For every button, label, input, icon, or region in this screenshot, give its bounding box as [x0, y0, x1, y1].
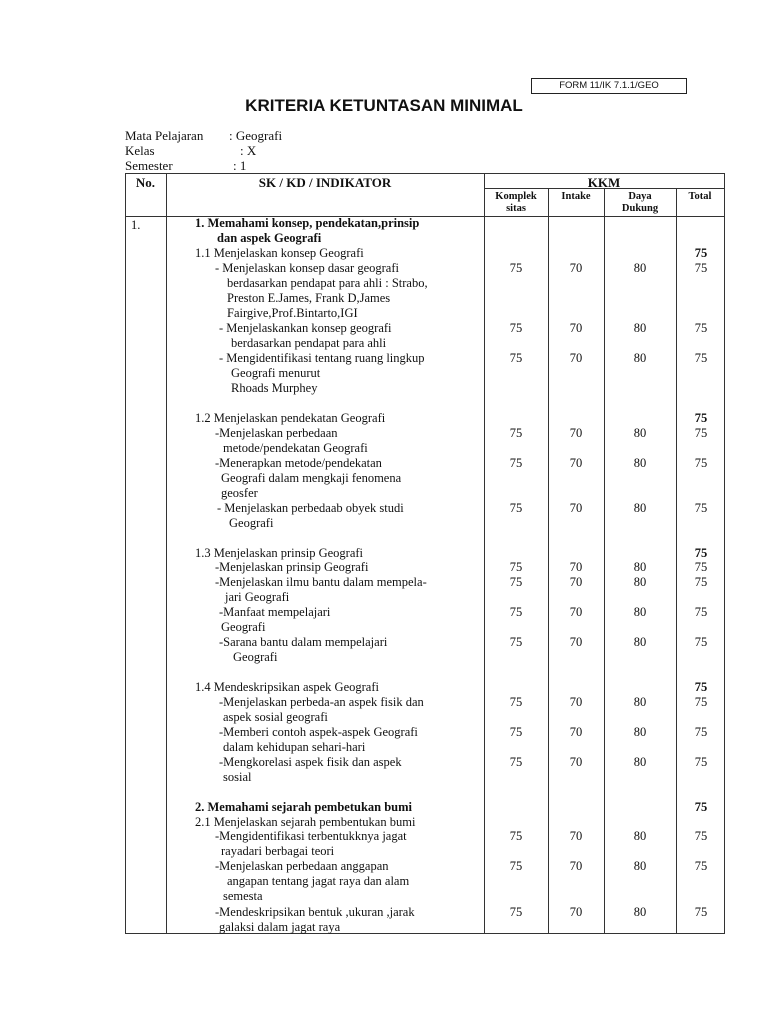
indicator-text: -Sarana bantu dalam mempelajari — [219, 635, 388, 649]
kompleksitas-value: 75 — [509, 351, 523, 365]
intake-value: 70 — [569, 575, 583, 589]
indicator-text: -Manfaat mempelajari — [219, 605, 331, 619]
daya-dukung-value: 80 — [633, 635, 647, 649]
kompleksitas-value: 75 — [509, 321, 523, 335]
indicator-text: jari Geografi — [225, 590, 290, 604]
indicator-text: Geografi — [221, 620, 266, 634]
indicator-text: semesta — [223, 889, 263, 903]
daya-dukung-value: 80 — [633, 501, 647, 515]
total-value: 75 — [694, 456, 708, 470]
total-value: 75 — [694, 680, 708, 694]
total-value: 75 — [694, 800, 708, 814]
intake-value: 70 — [569, 635, 583, 649]
daya-dukung-value: 80 — [633, 426, 647, 440]
indicator-text: metode/pendekatan Geografi — [223, 441, 368, 455]
header-kkm: KKM — [587, 175, 621, 190]
daya-dukung-value: 80 — [633, 905, 647, 919]
kompleksitas-value: 75 — [509, 905, 523, 919]
kompleksitas-value: 75 — [509, 695, 523, 709]
daya-dukung-value: 80 — [633, 725, 647, 739]
indicator-text: 2.1 Menjelaskan sejarah pembentukan bumi — [195, 815, 416, 829]
total-value: 75 — [694, 605, 708, 619]
row-number: 1. — [131, 218, 141, 232]
indicator-text: 1.1 Menjelaskan konsep Geografi — [195, 246, 364, 260]
subheader-komplek-cont: sitas — [506, 203, 526, 214]
indicator-text: 1.4 Mendeskripsikan aspek Geografi — [195, 680, 379, 694]
indicator-text: -Menjelaskan ilmu bantu dalam mempela- — [215, 575, 427, 589]
daya-dukung-value: 80 — [633, 261, 647, 275]
indicator-text: -Menjelaskan perbeda-an aspek fisik dan — [219, 695, 424, 709]
daya-dukung-value: 80 — [633, 321, 647, 335]
total-value: 75 — [694, 755, 708, 769]
table-top-border — [125, 173, 725, 174]
indicator-text: angapan tentang jagat raya dan alam — [227, 874, 410, 888]
kompleksitas-value: 75 — [509, 426, 523, 440]
intake-value: 70 — [569, 426, 583, 440]
kompleksitas-value: 75 — [509, 859, 523, 873]
daya-dukung-value: 80 — [633, 695, 647, 709]
table-right-border — [724, 173, 725, 934]
meta-value-class: : X — [240, 143, 257, 158]
intake-value: 70 — [569, 859, 583, 873]
intake-value: 70 — [569, 456, 583, 470]
indicator-text: Fairgive,Prof.Bintarto,IGI — [227, 306, 358, 320]
indicator-text: 1.3 Menjelaskan prinsip Geografi — [195, 546, 364, 560]
form-code-label: FORM 11/IK 7.1.1/GEO — [531, 78, 687, 94]
indicator-text: geosfer — [221, 486, 258, 500]
intake-value: 70 — [569, 905, 583, 919]
indicator-text: dalam kehidupan sehari-hari — [223, 740, 366, 754]
col-divider-indikator — [484, 173, 485, 934]
kompleksitas-value: 75 — [509, 575, 523, 589]
total-value: 75 — [694, 859, 708, 873]
indicator-text: -Memberi contoh aspek-aspek Geografi — [219, 725, 418, 739]
intake-value: 70 — [569, 829, 583, 843]
col-divider-no — [166, 173, 167, 934]
intake-value: 70 — [569, 261, 583, 275]
indicator-text: Geografi — [233, 650, 278, 664]
daya-dukung-value: 80 — [633, 605, 647, 619]
indicator-text: berdasarkan pendapat para ahli : Strabo, — [227, 276, 428, 290]
indicator-text: -Menjelaskan perbedaan — [215, 426, 338, 440]
subheader-intake: Intake — [561, 191, 591, 202]
indicator-text: -Menerapkan metode/pendekatan — [215, 456, 382, 470]
subheader-total: Total — [688, 191, 712, 202]
total-value: 75 — [694, 246, 708, 260]
total-value: 75 — [694, 725, 708, 739]
subheader-daya-cont: Dukung — [621, 203, 659, 214]
kompleksitas-value: 75 — [509, 605, 523, 619]
indicator-text: -Menjelaskan prinsip Geografi — [215, 560, 369, 574]
table-bottom-border — [125, 933, 725, 934]
total-value: 75 — [694, 426, 708, 440]
total-value: 75 — [694, 575, 708, 589]
meta-value-subject: : Geografi — [229, 128, 283, 143]
indicator-text: dan aspek Geografi — [217, 231, 322, 245]
subheader-komplek: Komplek — [495, 191, 537, 202]
kompleksitas-value: 75 — [509, 261, 523, 275]
indicator-text: -Mendeskripsikan bentuk ,ukuran ,jarak — [215, 905, 415, 919]
kompleksitas-value: 75 — [509, 501, 523, 515]
kompleksitas-value: 75 — [509, 829, 523, 843]
total-value: 75 — [694, 905, 708, 919]
total-value: 75 — [694, 351, 708, 365]
intake-value: 70 — [569, 560, 583, 574]
indicator-text: - Menjelaskan konsep dasar geografi — [215, 261, 399, 275]
intake-value: 70 — [569, 725, 583, 739]
indicator-text: 1. Memahami konsep, pendekatan,prinsip — [195, 216, 420, 230]
total-value: 75 — [694, 560, 708, 574]
indicator-text: Geografi — [229, 516, 274, 530]
indicator-text: berdasarkan pendapat para ahli — [231, 336, 387, 350]
indicator-text: -Mengkorelasi aspek fisik dan aspek — [219, 755, 402, 769]
intake-value: 70 — [569, 755, 583, 769]
daya-dukung-value: 80 — [633, 560, 647, 574]
table-left-border — [125, 173, 126, 934]
daya-dukung-value: 80 — [633, 859, 647, 873]
intake-value: 70 — [569, 695, 583, 709]
indicator-text: rayadari berbagai teori — [221, 844, 335, 858]
indicator-text: Preston E.James, Frank D,James — [227, 291, 391, 305]
total-value: 75 — [694, 411, 708, 425]
intake-value: 70 — [569, 321, 583, 335]
header-no: No. — [135, 175, 156, 190]
col-divider-daya — [676, 188, 677, 934]
total-value: 75 — [694, 321, 708, 335]
total-value: 75 — [694, 829, 708, 843]
indicator-text: galaksi dalam jagat raya — [219, 920, 341, 934]
daya-dukung-value: 80 — [633, 575, 647, 589]
col-divider-komplek — [548, 188, 549, 934]
subheader-daya: Daya — [628, 191, 652, 202]
intake-value: 70 — [569, 605, 583, 619]
total-value: 75 — [694, 635, 708, 649]
meta-label-class: Kelas — [125, 143, 155, 158]
indicator-text: 2. Memahami sejarah pembetukan bumi — [195, 800, 413, 814]
total-value: 75 — [694, 261, 708, 275]
meta-label-semester: Semester — [125, 158, 173, 173]
col-divider-intake — [604, 188, 605, 934]
page-title: KRITERIA KETUNTASAN MINIMAL — [245, 96, 523, 115]
daya-dukung-value: 80 — [633, 755, 647, 769]
kompleksitas-value: 75 — [509, 725, 523, 739]
indicator-text: -Menjelaskan perbedaan anggapan — [215, 859, 389, 873]
total-value: 75 — [694, 501, 708, 515]
meta-label-subject: Mata Pelajaran — [125, 128, 204, 143]
daya-dukung-value: 80 — [633, 829, 647, 843]
indicator-text: - Mengidentifikasi tentang ruang lingkup — [219, 351, 425, 365]
total-value: 75 — [694, 546, 708, 560]
indicator-text: - Menjelaskankan konsep geografi — [219, 321, 392, 335]
daya-dukung-value: 80 — [633, 456, 647, 470]
intake-value: 70 — [569, 351, 583, 365]
indicator-text: - Menjelaskan perbedaab obyek studi — [217, 501, 404, 515]
indicator-text: Geografi dalam mengkaji fenomena — [221, 471, 402, 485]
kompleksitas-value: 75 — [509, 560, 523, 574]
meta-value-semester: : 1 — [233, 158, 247, 173]
intake-value: 70 — [569, 501, 583, 515]
indicator-text: sosial — [223, 770, 252, 784]
indicator-text: Geografi menurut — [231, 366, 321, 380]
header-indikator: SK / KD / INDIKATOR — [258, 175, 392, 190]
total-value: 75 — [694, 695, 708, 709]
indicator-text: aspek sosial geografi — [223, 710, 328, 724]
indicator-text: -Mengidentifikasi terbentukknya jagat — [215, 829, 407, 843]
kompleksitas-value: 75 — [509, 755, 523, 769]
indicator-text: Rhoads Murphey — [231, 381, 318, 395]
kompleksitas-value: 75 — [509, 456, 523, 470]
indicator-text: 1.2 Menjelaskan pendekatan Geografi — [195, 411, 386, 425]
daya-dukung-value: 80 — [633, 351, 647, 365]
kompleksitas-value: 75 — [509, 635, 523, 649]
